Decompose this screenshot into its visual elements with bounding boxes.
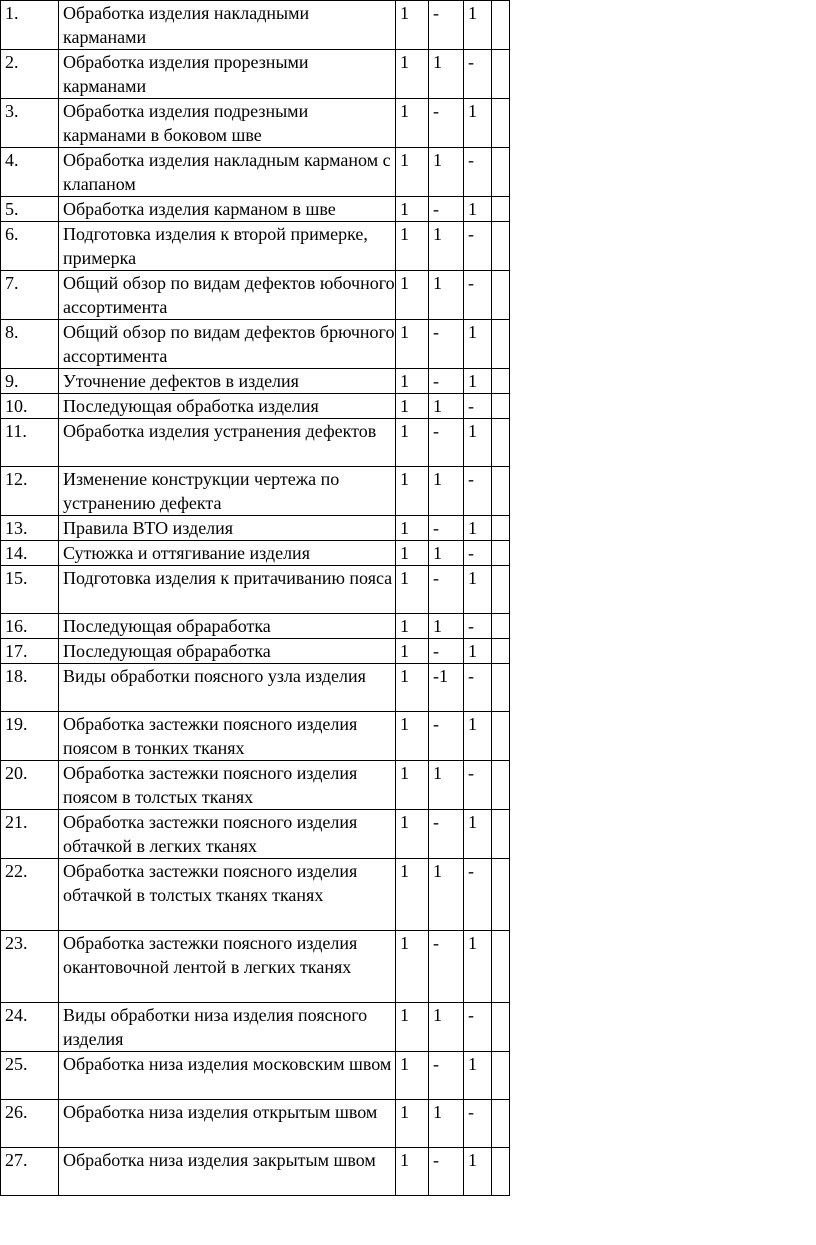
topic-title: Уточнение дефектов в изделия [59, 369, 396, 394]
hours-total: 1 [396, 931, 429, 1003]
hours-theory: 1 [429, 148, 464, 197]
table-row [1, 369, 510, 394]
topic-title: Последующая обраработка [59, 639, 396, 664]
table-row [1, 1003, 510, 1052]
hours-total: 1 [396, 467, 429, 516]
row-number: 5. [1, 197, 59, 222]
hours-total: 1 [396, 222, 429, 271]
row-number: 16. [1, 614, 59, 639]
topic-title: Последующая обработка изделия [59, 394, 396, 419]
empty-cell [492, 761, 510, 810]
topic-title: Обработка низа изделия московским швом [59, 1052, 396, 1100]
empty-cell [492, 639, 510, 664]
hours-total: 1 [396, 1148, 429, 1196]
row-number: 11. [1, 419, 59, 467]
row-number: 20. [1, 761, 59, 810]
topic-title: Обработка застежки поясного изделия поясом в толстых тканях [59, 761, 396, 810]
row-number: 6. [1, 222, 59, 271]
row-number: 23. [1, 931, 59, 1003]
hours-theory: - [429, 931, 464, 1003]
hours-practice: - [464, 222, 492, 271]
empty-cell [492, 419, 510, 467]
table-row [1, 148, 510, 197]
empty-cell [492, 394, 510, 419]
hours-theory: 1 [429, 1003, 464, 1052]
empty-cell [492, 1, 510, 50]
hours-total: 1 [396, 639, 429, 664]
empty-cell [492, 467, 510, 516]
hours-total: 1 [396, 541, 429, 566]
hours-total: 1 [396, 566, 429, 614]
empty-cell [492, 566, 510, 614]
hours-total: 1 [396, 394, 429, 419]
empty-cell [492, 148, 510, 197]
topic-title: Изменение конструкции чертежа по устранению дефекта [59, 467, 396, 516]
hours-theory: 1 [429, 761, 464, 810]
hours-total: 1 [396, 1, 429, 50]
row-number: 7. [1, 271, 59, 320]
table-row [1, 320, 510, 369]
hours-practice: 1 [464, 639, 492, 664]
hours-theory: - [429, 99, 464, 148]
empty-cell [492, 197, 510, 222]
hours-theory: 1 [429, 50, 464, 99]
hours-theory: 1 [429, 1100, 464, 1148]
hours-theory: 1 [429, 222, 464, 271]
hours-total: 1 [396, 320, 429, 369]
empty-cell [492, 99, 510, 148]
table-row [1, 931, 510, 1003]
hours-practice: - [464, 148, 492, 197]
hours-theory: - [429, 1052, 464, 1100]
hours-practice: 1 [464, 566, 492, 614]
table-row [1, 1148, 510, 1196]
table-row [1, 639, 510, 664]
hours-theory: 1 [429, 394, 464, 419]
topic-title: Обработка изделия устранения дефектов [59, 419, 396, 467]
hours-total: 1 [396, 1003, 429, 1052]
table-row [1, 467, 510, 516]
row-number: 14. [1, 541, 59, 566]
row-number: 21. [1, 810, 59, 859]
hours-practice: 1 [464, 1, 492, 50]
row-number: 19. [1, 712, 59, 761]
empty-cell [492, 50, 510, 99]
topic-title: Виды обработки низа изделия поясного изделия [59, 1003, 396, 1052]
topic-title: Обработка застежки поясного изделия обтачкой в толстых тканях тканях [59, 859, 396, 931]
hours-theory: -1 [429, 664, 464, 712]
table-row [1, 271, 510, 320]
row-number: 24. [1, 1003, 59, 1052]
hours-practice: 1 [464, 320, 492, 369]
hours-total: 1 [396, 664, 429, 712]
topic-title: Обработка низа изделия открытым швом [59, 1100, 396, 1148]
row-number: 10. [1, 394, 59, 419]
hours-theory: - [429, 810, 464, 859]
hours-practice: - [464, 50, 492, 99]
empty-cell [492, 859, 510, 931]
hours-practice: 1 [464, 931, 492, 1003]
empty-cell [492, 516, 510, 541]
row-number: 26. [1, 1100, 59, 1148]
row-number: 3. [1, 99, 59, 148]
hours-practice: - [464, 859, 492, 931]
hours-theory: - [429, 369, 464, 394]
row-number: 1. [1, 1, 59, 50]
hours-practice: - [464, 394, 492, 419]
topic-title: Общий обзор по видам дефектов брючного ассортимента [59, 320, 396, 369]
hours-theory: 1 [429, 271, 464, 320]
topic-title: Обработка изделия накладным карманом с клапаном [59, 148, 396, 197]
hours-total: 1 [396, 712, 429, 761]
table-row [1, 1052, 510, 1100]
hours-theory: - [429, 639, 464, 664]
hours-theory: - [429, 1148, 464, 1196]
hours-total: 1 [396, 419, 429, 467]
hours-total: 1 [396, 197, 429, 222]
hours-practice: - [464, 271, 492, 320]
topic-title: Обработка изделия прорезными карманами [59, 50, 396, 99]
row-number: 18. [1, 664, 59, 712]
table-row [1, 541, 510, 566]
empty-cell [492, 541, 510, 566]
hours-theory: - [429, 516, 464, 541]
hours-total: 1 [396, 810, 429, 859]
topic-title: Общий обзор по видам дефектов юбочного ассортимента [59, 271, 396, 320]
empty-cell [492, 931, 510, 1003]
hours-practice: - [464, 761, 492, 810]
table-row [1, 566, 510, 614]
hours-total: 1 [396, 50, 429, 99]
hours-theory: - [429, 1, 464, 50]
topic-title: Подготовка изделия к второй примерке, примерка [59, 222, 396, 271]
hours-practice: 1 [464, 1052, 492, 1100]
hours-practice: - [464, 1100, 492, 1148]
table-row [1, 222, 510, 271]
hours-practice: 1 [464, 516, 492, 541]
hours-practice: 1 [464, 419, 492, 467]
hours-theory: 1 [429, 467, 464, 516]
empty-cell [492, 369, 510, 394]
empty-cell [492, 1148, 510, 1196]
table-row [1, 419, 510, 467]
topic-title: Обработка застежки поясного изделия обтачкой в легких тканях [59, 810, 396, 859]
row-number: 22. [1, 859, 59, 931]
row-number: 8. [1, 320, 59, 369]
table-row [1, 664, 510, 712]
hours-total: 1 [396, 1052, 429, 1100]
row-number: 15. [1, 566, 59, 614]
row-number: 12. [1, 467, 59, 516]
hours-practice: - [464, 614, 492, 639]
hours-total: 1 [396, 614, 429, 639]
row-number: 17. [1, 639, 59, 664]
empty-cell [492, 810, 510, 859]
topic-title: Обработка застежки поясного изделия окантовочной лентой в легких тканях [59, 931, 396, 1003]
row-number: 27. [1, 1148, 59, 1196]
topic-title: Обработка застежки поясного изделия поясом в тонких тканях [59, 712, 396, 761]
empty-cell [492, 1003, 510, 1052]
empty-cell [492, 664, 510, 712]
hours-practice: 1 [464, 369, 492, 394]
topic-title: Сутюжка и оттягивание изделия [59, 541, 396, 566]
table-row [1, 516, 510, 541]
table-row [1, 99, 510, 148]
table-row [1, 614, 510, 639]
table-row [1, 197, 510, 222]
hours-practice: 1 [464, 99, 492, 148]
hours-total: 1 [396, 1100, 429, 1148]
hours-total: 1 [396, 516, 429, 541]
hours-total: 1 [396, 271, 429, 320]
topic-title: Обработка изделия накладными карманами [59, 1, 396, 50]
hours-theory: 1 [429, 541, 464, 566]
hours-theory: - [429, 419, 464, 467]
hours-practice: - [464, 664, 492, 712]
topic-title: Обработка изделия подрезными карманами в боковом шве [59, 99, 396, 148]
hours-practice: - [464, 541, 492, 566]
row-number: 13. [1, 516, 59, 541]
row-number: 2. [1, 50, 59, 99]
table-row [1, 50, 510, 99]
row-number: 4. [1, 148, 59, 197]
hours-theory: - [429, 320, 464, 369]
hours-theory: 1 [429, 614, 464, 639]
table-row [1, 394, 510, 419]
hours-practice: - [464, 467, 492, 516]
hours-total: 1 [396, 148, 429, 197]
hours-practice: 1 [464, 1148, 492, 1196]
row-number: 25. [1, 1052, 59, 1100]
empty-cell [492, 222, 510, 271]
table-row [1, 1, 510, 50]
hours-theory: - [429, 566, 464, 614]
table-row [1, 859, 510, 931]
hours-practice: 1 [464, 197, 492, 222]
empty-cell [492, 712, 510, 761]
empty-cell [492, 271, 510, 320]
hours-theory: - [429, 712, 464, 761]
hours-total: 1 [396, 369, 429, 394]
topic-title: Подготовка изделия к притачиванию пояса [59, 566, 396, 614]
row-number: 9. [1, 369, 59, 394]
hours-practice: 1 [464, 712, 492, 761]
hours-total: 1 [396, 761, 429, 810]
topic-title: Обработка низа изделия закрытым швом [59, 1148, 396, 1196]
table-row [1, 712, 510, 761]
empty-cell [492, 614, 510, 639]
table-row [1, 1100, 510, 1148]
hours-total: 1 [396, 859, 429, 931]
empty-cell [492, 1052, 510, 1100]
hours-theory: 1 [429, 859, 464, 931]
hours-theory: - [429, 197, 464, 222]
topic-title: Виды обработки поясного узла изделия [59, 664, 396, 712]
lesson-plan-body [1, 1, 510, 1196]
empty-cell [492, 320, 510, 369]
topic-title: Правила ВТО изделия [59, 516, 396, 541]
table-row [1, 761, 510, 810]
topic-title: Последующая обраработка [59, 614, 396, 639]
topic-title: Обработка изделия карманом в шве [59, 197, 396, 222]
hours-total: 1 [396, 99, 429, 148]
empty-cell [492, 1100, 510, 1148]
hours-practice: - [464, 1003, 492, 1052]
table-row [1, 810, 510, 859]
hours-practice: 1 [464, 810, 492, 859]
